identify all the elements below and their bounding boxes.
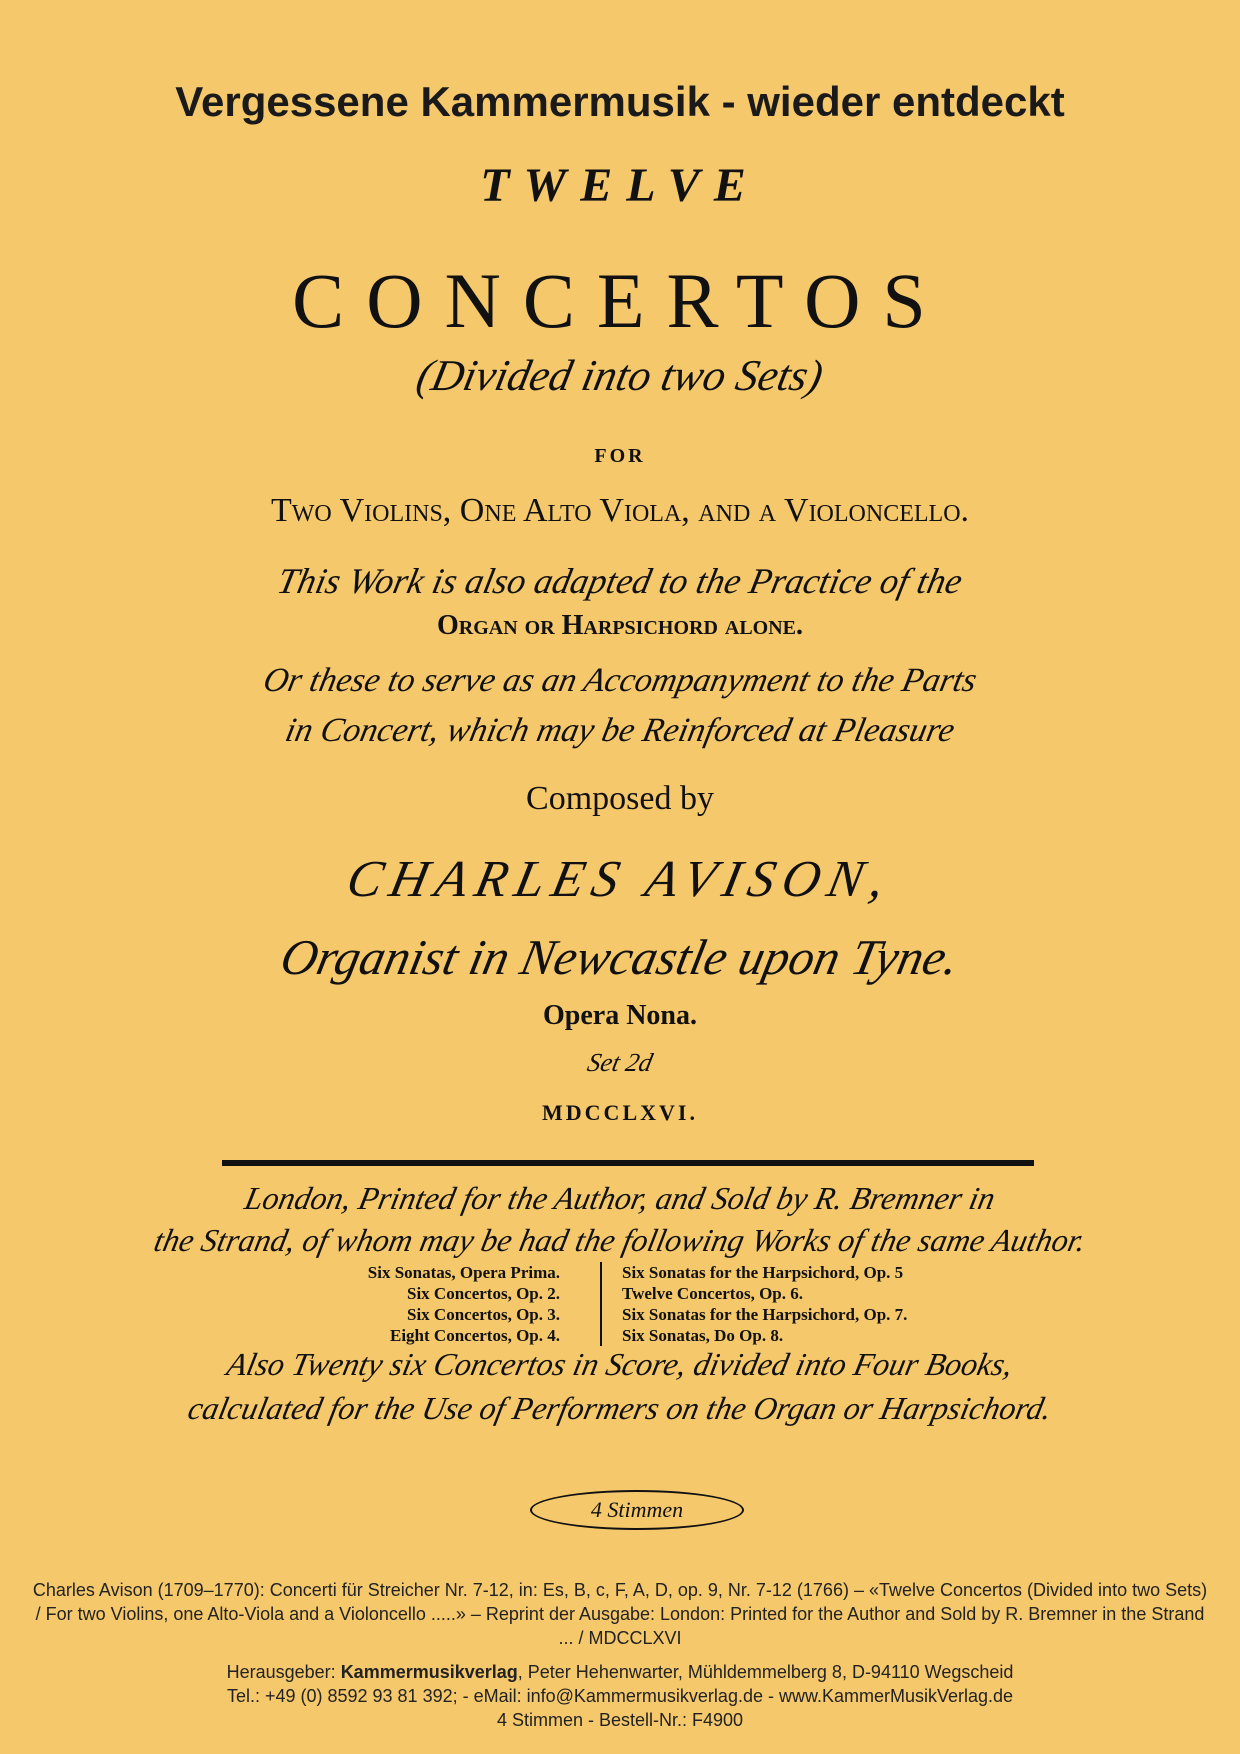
work-item: Twelve Concertos, Op. 6. (622, 1284, 803, 1303)
works-list-right (600, 1262, 1022, 1346)
work-item: Eight Concertos, Op. 4. (390, 1326, 560, 1345)
series-title: Vergessene Kammermusik - wieder entdeckt (175, 78, 1065, 125)
work-item: Six Sonatas, Opera Prima. (367, 1263, 560, 1282)
work-item: Six Sonatas for the Harpsichord, Op. 7. (622, 1305, 908, 1324)
imprint-line-2: the Strand, of whom may be had the following Works of the same Author. (150, 1222, 1090, 1258)
opus-label: Opera Nona. (543, 1000, 697, 1031)
title-concertos: CONCERTOS (292, 257, 948, 344)
year-roman: MDCCLXVI. (542, 1100, 698, 1125)
subtitle-divided: (Divided into two Sets) (412, 351, 828, 400)
for-label: FOR (594, 445, 646, 467)
adaptation-line-3: Or these to serve as an Accompanyment to the Parts (260, 662, 981, 699)
score-note-line-2: calculated for the Use of Performers on the Organ or Harpsichord. (185, 1390, 1056, 1426)
adaptation-line-2: Organ or Harpsichord alone. (436, 610, 804, 641)
order-number: 4 Stimmen - Bestell-Nr.: F4900 (496, 1710, 744, 1730)
composed-by: Composed by (526, 780, 714, 817)
work-item: Six Concertos, Op. 2. (407, 1284, 560, 1303)
composer-name: CHARLES AVISON, (341, 851, 899, 908)
work-item: Six Sonatas, Do Op. 8. (622, 1326, 784, 1345)
adaptation-line-1: This Work is also adapted to the Practice of the (273, 561, 967, 601)
imprint-line-1: London, Printed for the Author, and Sold by R. Bremner in (241, 1180, 999, 1216)
publisher-label: Herausgeber: (226, 1662, 341, 1682)
works-list-left (280, 1262, 580, 1346)
publisher-contact: Tel.: +49 (0) 8592 93 81 392; - eMail: info@Kammermusikverlag.de - www.KammerMusikVerlag.de (226, 1686, 1014, 1706)
publisher-info (0, 1660, 1240, 1732)
work-item: Six Concertos, Op. 3. (407, 1305, 560, 1324)
work-item: Six Sonatas for the Harpsichord, Op. 5 (622, 1263, 904, 1282)
parts-badge: 4 Stimmen (530, 1490, 744, 1530)
set-label: Set 2d (584, 1048, 656, 1077)
publisher-address: , Peter Hehenwarter, Mühldemmelberg 8, D-94110 Wegscheid (517, 1662, 1014, 1682)
publisher-name: Kammermusikverlag (340, 1662, 518, 1682)
title-twelve: TWELVE (480, 159, 760, 212)
score-note-line-1: Also Twenty six Concertos in Score, divided into Four Books, (223, 1346, 1017, 1382)
edition-description: Charles Avison (1709–1770): Concerti für Streicher Nr. 7-12, in: Es, B, c, F, A, D, op. 9, Nr. 7-12 (1766) – «Twelve Concertos (Divided into two Sets) / For two Violins, one Alto-Viola and a Violoncello .....» – Reprint der Ausgabe: London: Printed for the Author and Sold by R. Bremner in the Strand ... / MDCCLXVI (32, 1580, 1208, 1648)
composer-position: Organist in Newcastle upon Tyne. (275, 929, 965, 985)
adaptation-line-4: in Concert, which may be Reinforced at Pleasure (282, 712, 958, 749)
instrumentation: Two Violins, One Alto Viola, and a Violoncello. (270, 492, 970, 529)
divider-rule (222, 1160, 1034, 1166)
